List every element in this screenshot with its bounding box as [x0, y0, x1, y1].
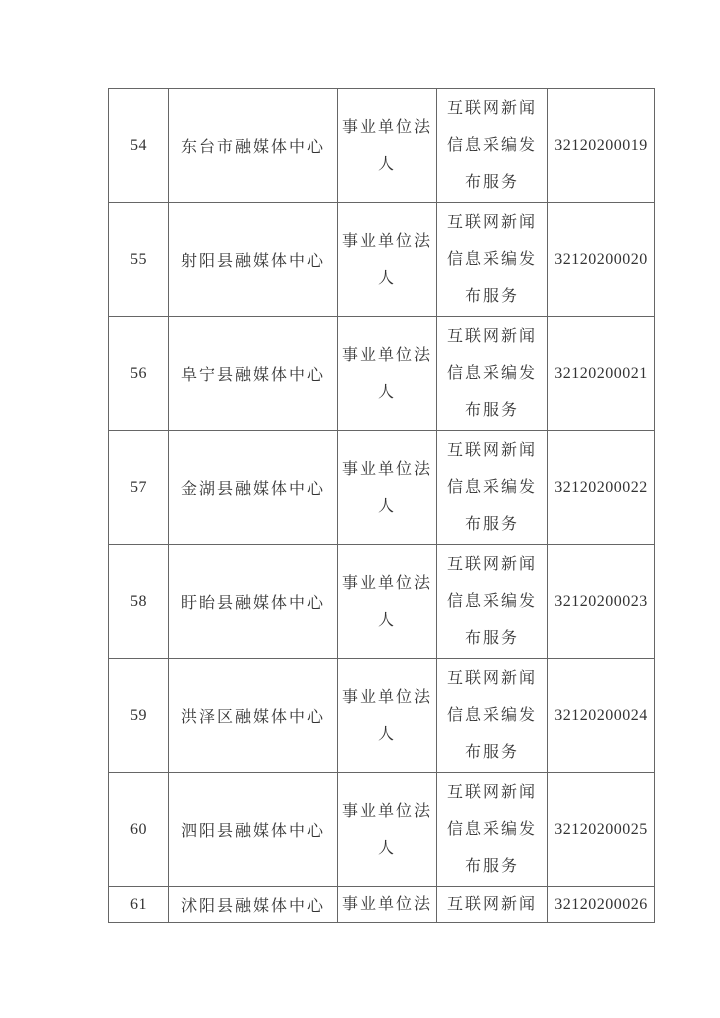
cell-text-line: 互联网新闻	[446, 442, 537, 459]
cell-license-no: 32120200022	[548, 431, 655, 545]
cell-license-no: 32120200024	[548, 659, 655, 773]
table-row	[109, 431, 655, 545]
cell-text-line: 布服务	[464, 402, 519, 419]
license-table-body	[109, 89, 655, 923]
cell-index: 55	[109, 203, 169, 317]
cell-service	[437, 773, 548, 887]
cell-service	[437, 887, 548, 923]
table-row	[109, 203, 655, 317]
cell-text-line: 人	[377, 839, 396, 857]
cell-text-line: 人	[377, 497, 396, 515]
cell-text-line: 互联网新闻	[446, 328, 537, 345]
cell-legal-type	[338, 773, 437, 887]
cell-text-line: 事业单位法	[341, 895, 432, 913]
cell-license-no: 32120200025	[548, 773, 655, 887]
cell-text-line: 布服务	[464, 858, 519, 875]
cell-legal-type	[338, 659, 437, 773]
cell-license-no: 32120200026	[548, 887, 655, 923]
cell-text-line: 互联网新闻	[446, 670, 537, 687]
cell-text-line: 人	[377, 611, 396, 629]
cell-service	[437, 317, 548, 431]
cell-legal-type	[338, 89, 437, 203]
cell-text-line: 布服务	[464, 288, 519, 305]
cell-org-name: 东台市融媒体中心	[169, 89, 338, 203]
cell-license-no: 32120200021	[548, 317, 655, 431]
cell-text-line: 人	[377, 383, 396, 401]
cell-text-line: 信息采编发	[446, 593, 537, 610]
cell-text-line: 互联网新闻	[446, 556, 537, 573]
cell-text-line: 人	[377, 155, 396, 173]
cell-text-line: 互联网新闻	[446, 895, 537, 913]
cell-text-line: 布服务	[464, 174, 519, 191]
cell-legal-type	[338, 317, 437, 431]
cell-text-line: 信息采编发	[446, 137, 537, 154]
table-row	[109, 317, 655, 431]
cell-license-no: 32120200023	[548, 545, 655, 659]
cell-license-no: 32120200019	[548, 89, 655, 203]
cell-text-line: 事业单位法	[341, 574, 432, 592]
cell-text-line: 信息采编发	[446, 251, 537, 268]
cell-service	[437, 545, 548, 659]
cell-legal-type	[338, 431, 437, 545]
cell-text-line: 事业单位法	[341, 118, 432, 136]
table-row	[109, 773, 655, 887]
cell-legal-type	[338, 887, 437, 923]
cell-text-line: 互联网新闻	[446, 784, 537, 801]
cell-license-no: 32120200020	[548, 203, 655, 317]
cell-org-name: 阜宁县融媒体中心	[169, 317, 338, 431]
cell-index: 59	[109, 659, 169, 773]
table-row	[109, 659, 655, 773]
cell-text-line: 信息采编发	[446, 479, 537, 496]
cell-text-line: 互联网新闻	[446, 100, 537, 117]
cell-text-line: 互联网新闻	[446, 214, 537, 231]
cell-text-line: 事业单位法	[341, 346, 432, 364]
cell-text-line: 人	[377, 269, 396, 287]
cell-text-line: 事业单位法	[341, 688, 432, 706]
cell-text-line: 事业单位法	[341, 802, 432, 820]
cell-service	[437, 203, 548, 317]
cell-text-line: 人	[377, 725, 396, 743]
cell-org-name: 泗阳县融媒体中心	[169, 773, 338, 887]
cell-service	[437, 659, 548, 773]
cell-legal-type	[338, 545, 437, 659]
cell-index: 57	[109, 431, 169, 545]
cell-org-name: 盱眙县融媒体中心	[169, 545, 338, 659]
cell-text-line: 信息采编发	[446, 707, 537, 724]
cell-index: 54	[109, 89, 169, 203]
cell-index: 56	[109, 317, 169, 431]
cell-service	[437, 89, 548, 203]
cell-legal-type	[338, 203, 437, 317]
cell-index: 61	[109, 887, 169, 923]
cell-text-line: 信息采编发	[446, 821, 537, 838]
cell-text-line: 布服务	[464, 744, 519, 761]
cell-org-name: 沭阳县融媒体中心	[169, 887, 338, 923]
cell-org-name: 射阳县融媒体中心	[169, 203, 338, 317]
cell-text-line: 信息采编发	[446, 365, 537, 382]
cell-service	[437, 431, 548, 545]
table-row	[109, 887, 655, 923]
table-row	[109, 89, 655, 203]
cell-index: 60	[109, 773, 169, 887]
cell-org-name: 金湖县融媒体中心	[169, 431, 338, 545]
cell-text-line: 事业单位法	[341, 460, 432, 478]
cell-org-name: 洪泽区融媒体中心	[169, 659, 338, 773]
cell-text-line: 布服务	[464, 516, 519, 533]
cell-text-line: 事业单位法	[341, 232, 432, 250]
cell-text-line: 布服务	[464, 630, 519, 647]
cell-index: 58	[109, 545, 169, 659]
license-table	[108, 88, 655, 923]
table-row	[109, 545, 655, 659]
